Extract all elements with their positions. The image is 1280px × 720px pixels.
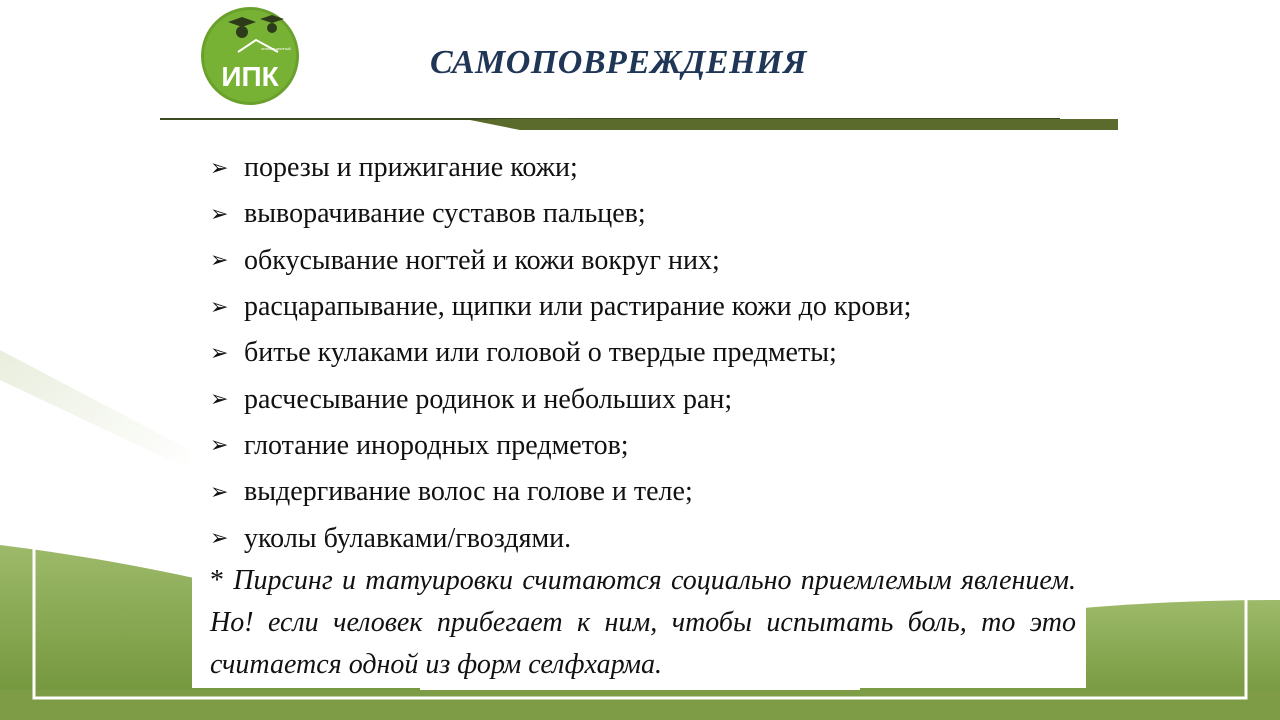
list-item: ➢ битье кулаками или головой о твердые предметы; — [210, 337, 837, 369]
bullet-list — [210, 145, 1070, 562]
footnote — [210, 560, 1076, 686]
logo — [198, 6, 302, 106]
arrow-bullet-icon: ➢ — [210, 155, 229, 181]
arrow-bullet-icon: ➢ — [210, 433, 229, 459]
arrow-bullet-icon: ➢ — [210, 248, 229, 274]
arrow-bullet-icon: ➢ — [210, 479, 229, 505]
list-item: ➢ глотание инородных предметов; — [210, 429, 629, 461]
list-item: ➢ обкусывание ногтей и кожи вокруг них; — [210, 244, 720, 276]
arrow-bullet-icon: ➢ — [210, 340, 229, 366]
logo-small-text: инновационный — [261, 46, 291, 51]
list-item: ➢ расчесывание родинок и небольших ран; — [210, 383, 733, 415]
footnote-star: * — [210, 565, 224, 596]
arrow-bullet-icon: ➢ — [210, 294, 229, 320]
list-item: ➢ выворачивание суставов пальцев; — [210, 198, 646, 230]
content-panel — [192, 132, 1086, 688]
arrow-bullet-icon: ➢ — [210, 387, 229, 413]
arrow-bullet-icon: ➢ — [210, 201, 229, 227]
footnote-text: Пирсинг и татуировки считаются социально приемлемым явлением. Но! если человек прибегает к ним, чтобы испытать боль, то это считается одной из форм селфхарма. — [210, 565, 1077, 680]
list-item: ➢ уколы булавками/гвоздями. — [210, 522, 572, 554]
list-item: ➢ выдергивание волос на голове и теле; — [210, 476, 693, 508]
arrow-bullet-icon: ➢ — [210, 526, 229, 552]
list-item: ➢ порезы и прижигание кожи; — [210, 152, 578, 184]
page-title: САМОПОВРЕЖДЕНИЯ — [430, 44, 807, 81]
logo-text: ИПК — [221, 61, 279, 92]
list-item: ➢ расцарапывание, щипки или растирание кожи до крови; — [210, 291, 912, 323]
